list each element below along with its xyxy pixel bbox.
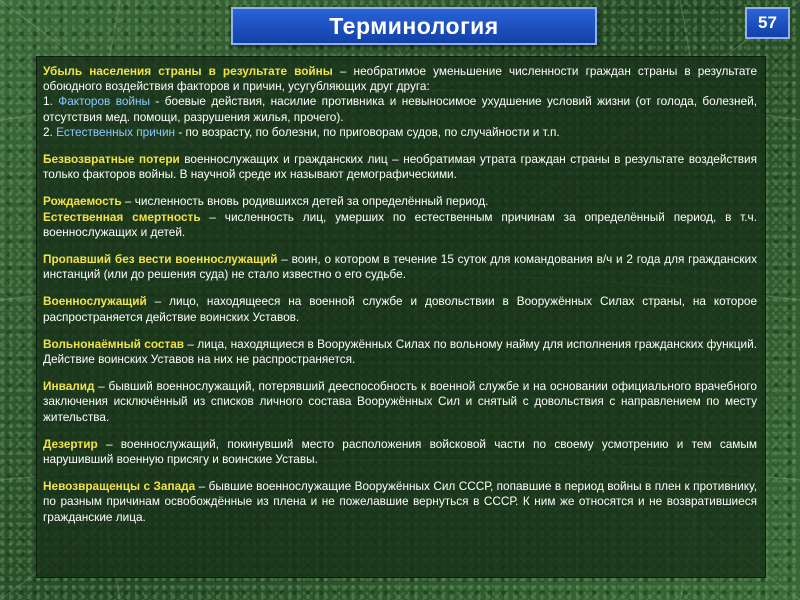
definition: – военнослужащий, покинувший место расположения войсковой части по своему усмотрению и тем самым нарушивший военную присягу и воинские Уставы.: [43, 436, 757, 467]
definition-paragraph: [43, 152, 757, 182]
title-banner: [231, 7, 597, 45]
term: Пропавший без вести военнослужащий: [43, 252, 278, 267]
list-number: 1.: [43, 94, 59, 109]
definition: – необратимое уменьшение численности граждан страны в результате обоюдного воздействия факторов и причин, усугубляющих друг друга:: [43, 64, 758, 94]
entry-disabled: [43, 379, 757, 425]
term: Военнослужащий: [43, 294, 147, 309]
terminology-panel: [36, 56, 766, 578]
list-number: 2.: [43, 124, 57, 139]
term: Дезертир: [43, 436, 98, 451]
page-number: 57: [758, 13, 777, 32]
subterm-text: - боевые действия, насилие противника и невыносимое ухудшение условий жизни (от голода, болезней, отсутствия мед. помощи, разрушения жилья, прочего).: [43, 94, 757, 124]
term: Убыль населения страны в результате войны: [43, 64, 333, 78]
term: Безвозвратные потери: [43, 152, 180, 167]
list-item: [43, 125, 757, 140]
definition: – воин, о котором в течение 15 суток для командования в/ч и 2 года для гражданских инстанций (или до решения суда) не стало известно о его судьбе.: [43, 252, 757, 282]
subterm-text: - по возрасту, по болезни, по приговорам судов, по случайности и т.п.: [175, 124, 560, 139]
entry-birth-rate: [43, 194, 757, 240]
definition-paragraph: [43, 379, 757, 425]
definition: – лица, находящиеся в Вооружённых Силах по вольному найму для исполнения гражданских функций. Действие воинских Уставов на них не распространяется.: [43, 336, 757, 367]
term: Рождаемость: [43, 194, 122, 209]
definition: – бывший военнослужащий, потерявший дееспособность к военной службе и на основании официального врачебного заключения исключённый из списков личного состава Вооружённых Сил и снятый с довольствия с направлением по месту жительства.: [43, 379, 757, 424]
entry-population-loss: [43, 64, 757, 140]
definition-paragraph: [43, 194, 757, 209]
subterm: Факторов войны: [58, 94, 151, 109]
list-item: [43, 94, 757, 124]
subterm: Естественных причин: [56, 124, 176, 139]
definition: – лицо, находящееся на военной службе и довольствии в Вооружённых Силах страны, на которое распространяется действие воинских Уставов.: [43, 294, 757, 324]
definition-paragraph: [43, 252, 757, 282]
definition-paragraph: [43, 64, 757, 94]
entry-irrecoverable-losses: [43, 152, 757, 182]
entry-serviceman: [43, 294, 757, 324]
definition-paragraph: [43, 294, 757, 324]
definition: – бывшие военнослужащие Вооружённых Сил СССР, попавшие в период войны в плен к противнику, по разным причинам освобождённые из плена и не пожелавшие вернуться в СССР. К ним же относятся и не возвратившиеся гражданские лица.: [43, 479, 757, 524]
definition-paragraph: [43, 337, 757, 367]
definition: военнослужащих и гражданских лиц – необратимая утрата граждан страны в результате воздействия только факторов войны. В научной среде их называют демографическими.: [43, 152, 757, 182]
definition-paragraph: [43, 437, 757, 467]
term: Невозвращенцы с Запада: [43, 479, 196, 494]
entry-civilian-staff: [43, 337, 757, 367]
entry-missing-soldier: [43, 252, 757, 282]
definition-paragraph: [43, 479, 757, 525]
term: Инвалид: [43, 379, 95, 394]
definition-paragraph: [43, 210, 757, 240]
page-number-badge: [745, 7, 790, 39]
term: Естественная смертность: [43, 209, 201, 224]
entry-deserter: [43, 437, 757, 467]
definition: – численность вновь родившихся детей за определённый период.: [121, 194, 489, 209]
page-title: Терминология: [329, 12, 499, 39]
definition: – численность лиц, умерших по естественным причинам за определённый период, в т.ч. военнослужащих и детей.: [43, 209, 757, 239]
entry-non-returnees: [43, 479, 757, 525]
term: Вольнонаёмный состав: [43, 336, 185, 351]
